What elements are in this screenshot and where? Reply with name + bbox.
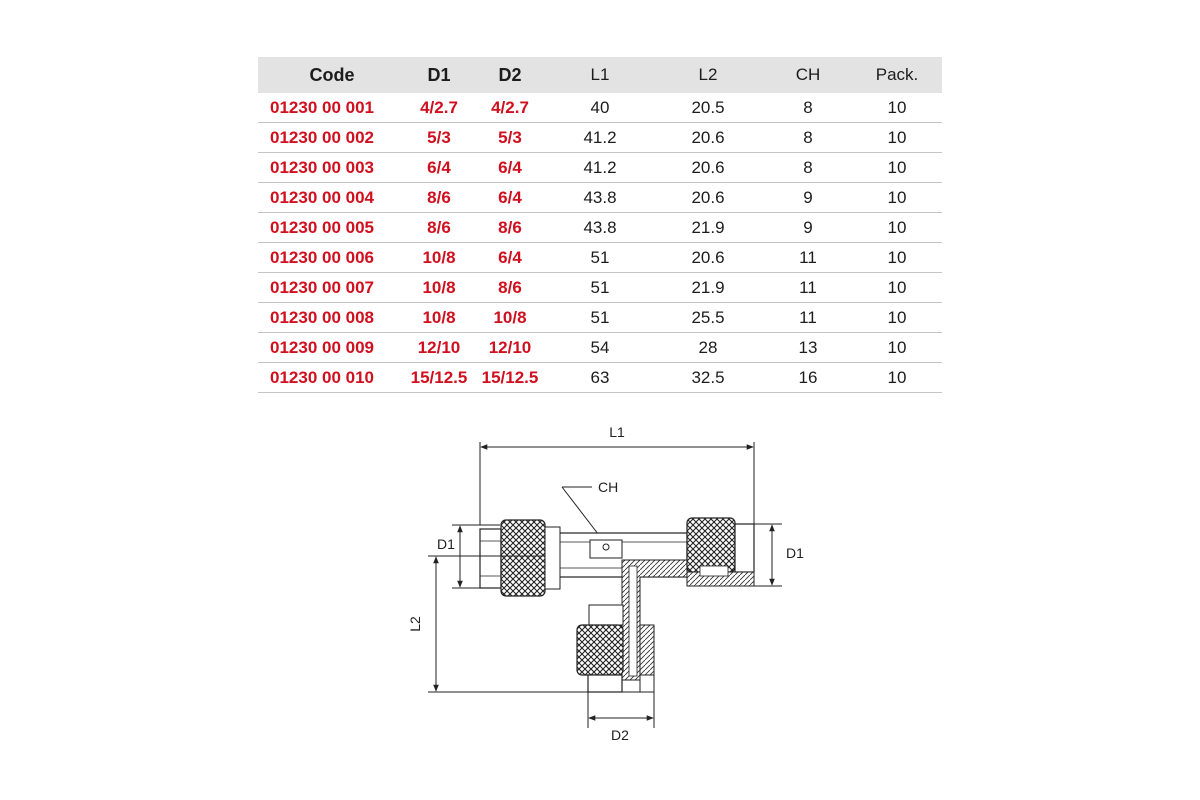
header-pack: Pack.	[852, 57, 942, 93]
cell-d2: 12/10	[472, 333, 548, 363]
cell-l1: 51	[548, 303, 652, 333]
l1-dimension	[480, 424, 754, 525]
cell-d1: 4/2.7	[406, 93, 472, 123]
label-d1-right: D1	[786, 545, 804, 561]
cell-l2: 32.5	[652, 363, 764, 393]
cell-ch: 11	[764, 303, 852, 333]
cell-code: 01230 00 006	[258, 243, 406, 273]
bottom-nut	[577, 605, 654, 692]
label-l1: L1	[609, 424, 625, 440]
cell-d1: 5/3	[406, 123, 472, 153]
cell-code: 01230 00 005	[258, 213, 406, 243]
cell-d2: 5/3	[472, 123, 548, 153]
d2-dimension	[588, 692, 654, 743]
header-d2: D2	[472, 57, 548, 93]
cell-l1: 54	[548, 333, 652, 363]
header-l2: L2	[652, 57, 764, 93]
left-nut	[480, 520, 560, 596]
cell-d1: 8/6	[406, 213, 472, 243]
cell-l1: 63	[548, 363, 652, 393]
cell-code: 01230 00 007	[258, 273, 406, 303]
header-code: Code	[258, 57, 406, 93]
cell-ch: 8	[764, 123, 852, 153]
cell-l1: 41.2	[548, 123, 652, 153]
cell-l2: 21.9	[652, 273, 764, 303]
cell-pack: 10	[852, 183, 942, 213]
cell-d1: 8/6	[406, 183, 472, 213]
cell-l1: 43.8	[548, 183, 652, 213]
cell-l1: 43.8	[548, 213, 652, 243]
cell-d1: 6/4	[406, 153, 472, 183]
label-ch: CH	[598, 479, 619, 495]
header-l1: L1	[548, 57, 652, 93]
cell-d2: 6/4	[472, 183, 548, 213]
cell-l1: 51	[548, 243, 652, 273]
cell-d2: 4/2.7	[472, 93, 548, 123]
cell-l2: 21.9	[652, 213, 764, 243]
cell-ch: 16	[764, 363, 852, 393]
cell-ch: 9	[764, 183, 852, 213]
cell-l2: 20.6	[652, 153, 764, 183]
cell-l2: 20.6	[652, 183, 764, 213]
cell-d2: 10/8	[472, 303, 548, 333]
cell-d2: 8/6	[472, 213, 548, 243]
cell-d2: 6/4	[472, 153, 548, 183]
cell-d1: 15/12.5	[406, 363, 472, 393]
cell-pack: 10	[852, 303, 942, 333]
cell-pack: 10	[852, 363, 942, 393]
cell-code: 01230 00 010	[258, 363, 406, 393]
cell-code: 01230 00 009	[258, 333, 406, 363]
cell-code: 01230 00 003	[258, 153, 406, 183]
cell-code: 01230 00 008	[258, 303, 406, 333]
cell-l2: 20.5	[652, 93, 764, 123]
cell-pack: 10	[852, 93, 942, 123]
cell-pack: 10	[852, 213, 942, 243]
cell-code: 01230 00 001	[258, 93, 406, 123]
right-nut	[687, 518, 754, 586]
cell-l1: 40	[548, 93, 652, 123]
label-d2: D2	[611, 727, 629, 743]
cell-pack: 10	[852, 153, 942, 183]
cell-d2: 8/6	[472, 273, 548, 303]
header-d1: D1	[406, 57, 472, 93]
cell-l2: 20.6	[652, 243, 764, 273]
cell-l1: 41.2	[548, 153, 652, 183]
cell-l2: 25.5	[652, 303, 764, 333]
cell-ch: 11	[764, 243, 852, 273]
cell-pack: 10	[852, 273, 942, 303]
cell-l2: 28	[652, 333, 764, 363]
cell-d1: 12/10	[406, 333, 472, 363]
cell-d2: 15/12.5	[472, 363, 548, 393]
cell-d1: 10/8	[406, 243, 472, 273]
header-ch: CH	[764, 57, 852, 93]
label-l2: L2	[407, 616, 423, 632]
cell-ch: 9	[764, 213, 852, 243]
cell-pack: 10	[852, 333, 942, 363]
cell-ch: 11	[764, 273, 852, 303]
cell-ch: 8	[764, 153, 852, 183]
cell-ch: 13	[764, 333, 852, 363]
cell-code: 01230 00 002	[258, 123, 406, 153]
label-d1-left: D1	[437, 536, 455, 552]
cell-l2: 20.6	[652, 123, 764, 153]
cell-pack: 10	[852, 123, 942, 153]
cell-d1: 10/8	[406, 273, 472, 303]
cell-d1: 10/8	[406, 303, 472, 333]
cell-ch: 8	[764, 93, 852, 123]
cell-code: 01230 00 004	[258, 183, 406, 213]
cell-l1: 51	[548, 273, 652, 303]
cell-d2: 6/4	[472, 243, 548, 273]
cell-pack: 10	[852, 243, 942, 273]
